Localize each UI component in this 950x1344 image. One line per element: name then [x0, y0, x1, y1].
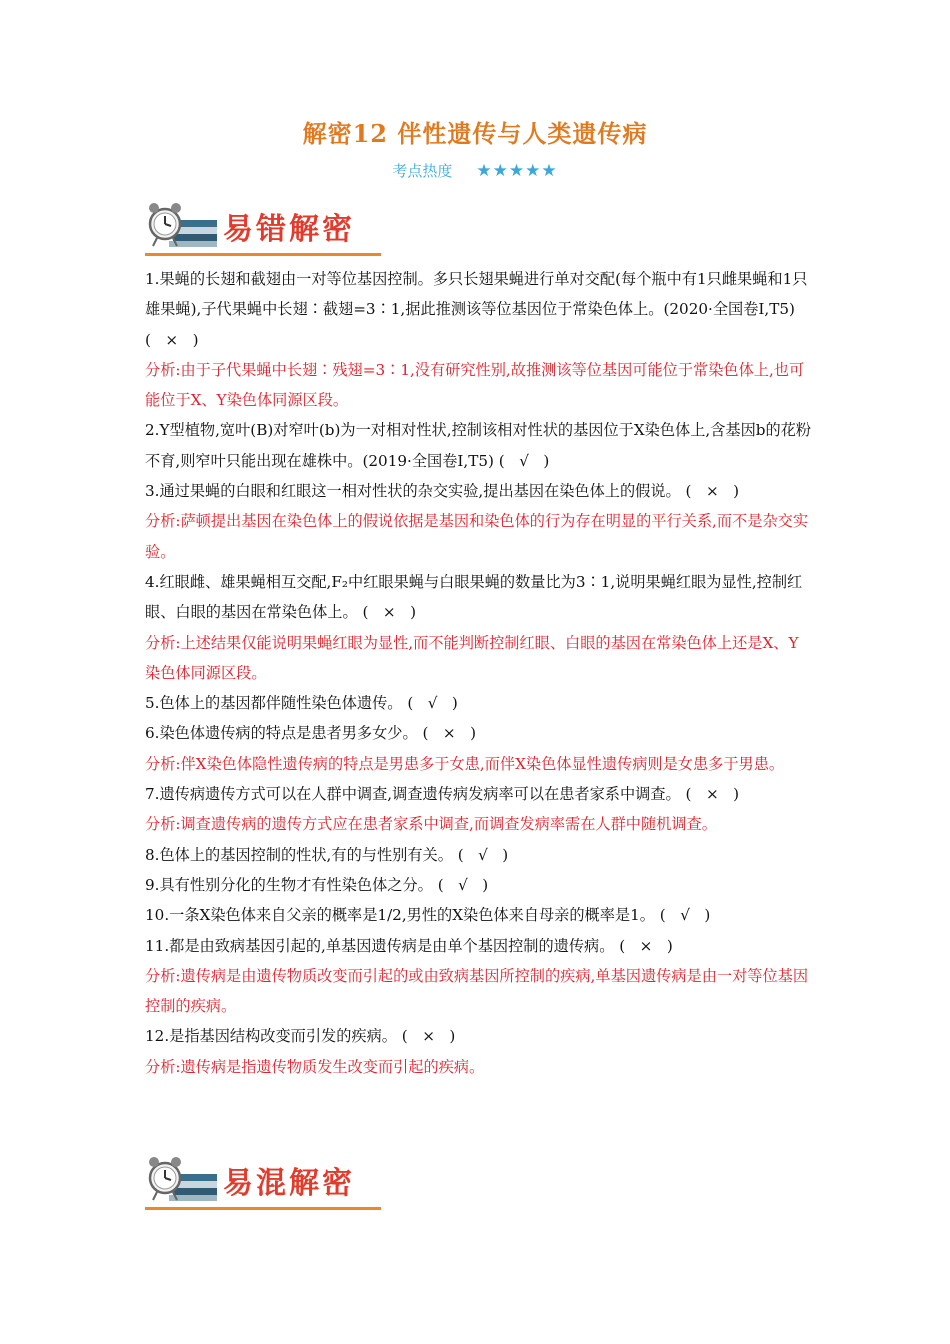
answer-mark: ( × )	[362, 603, 416, 622]
analysis-text: 分析:由于子代果蝇中长翅∶残翅=3∶1,没有研究性别,故推测该等位基因可能位于常染色体上,也可能位于X、Y染色体同源区段。	[145, 360, 805, 410]
question-text: 1.果蝇的长翅和截翅由一对等位基因控制。多只长翅果蝇进行单对交配(每个瓶中有1只雌果蝇和1只雄果蝇),子代果蝇中长翅∶截翅=3∶1,据此推测该等位基因位于常染色体上。(2020·全国卷Ⅰ,T5)	[145, 270, 808, 319]
section-banner-confusions	[145, 1150, 385, 1210]
question-item	[145, 415, 813, 476]
section-rule	[145, 253, 381, 256]
answer-mark: ( √ )	[407, 694, 458, 713]
question-item	[145, 870, 813, 900]
answer-mark: ( × )	[685, 785, 740, 804]
question-item	[145, 718, 813, 748]
answer-mark: ( × )	[619, 936, 673, 955]
analysis-text: 分析:萨顿提出基因在染色体上的假说依据是基因和染色体的行为存在明显的平行关系,而不是杂交实验。	[145, 512, 809, 561]
heat-label: 考点热度	[392, 162, 453, 180]
question-item	[145, 931, 813, 961]
page-title: 解密12 伴性遗传与人类遗传病	[302, 119, 648, 148]
section-label: 易错解密	[223, 212, 355, 247]
question-text: 6.染色体遗传病的特点是患者男多女少。	[145, 724, 418, 743]
question-item	[145, 476, 813, 506]
section-rule	[145, 1207, 381, 1210]
question-text: 5.色体上的基因都伴随性染色体遗传。	[145, 694, 403, 713]
question-item	[145, 900, 813, 930]
clock-books-icon	[145, 1150, 221, 1206]
analysis-text: 分析:遗传病是指遗传物质发生改变而引起的疾病。	[145, 1057, 485, 1076]
question-text: 9.具有性别分化的生物才有性染色体之分。	[145, 875, 433, 894]
question-item	[145, 1021, 813, 1051]
section-label: 易混解密	[223, 1166, 355, 1201]
section-banner-errors	[145, 196, 385, 256]
question-text: 10.一条X染色体来自父亲的概率是1/2,男性的X染色体来自母亲的概率是1。	[145, 906, 655, 925]
question-text: 4.红眼雌、雄果蝇相互交配,F₂中红眼果蝇与白眼果蝇的数量比为3∶1,说明果蝇红眼为显性,控制红眼、白眼的基因在常染色体上。	[145, 572, 803, 622]
question-item	[145, 840, 813, 870]
answer-mark: ( × )	[685, 482, 740, 501]
question-text: 7.遗传病遗传方式可以在人群中调查,调查遗传病发病率可以在患者家系中调查。	[145, 785, 681, 804]
analysis-text: 分析:调查遗传病的遗传方式应在患者家系中调查,而调查发病率需在人群中随机调查。	[145, 815, 717, 834]
heat-stars: ★★★★★	[476, 161, 558, 181]
answer-mark: ( × )	[422, 724, 477, 743]
analysis-text: 分析:遗传病是由遗传物质改变而引起的或由致病基因所控制的疾病,单基因遗传病是由一对等位基因控制的疾病。	[145, 966, 809, 1016]
analysis-text: 分析:上述结果仅能说明果蝇红眼为显性,而不能判断控制红眼、白眼的基因在常染色体上还是X、Y染色体同源区段。	[145, 633, 799, 682]
answer-mark: ( √ )	[457, 845, 509, 864]
question-text: 12.是指基因结构改变而引发的疾病。	[145, 1027, 397, 1046]
clock-books-icon	[145, 196, 221, 252]
question-text: 3.通过果蝇的白眼和红眼这一相对性状的杂交实验,提出基因在染色体上的假说。	[145, 482, 681, 501]
question-item	[145, 688, 813, 718]
question-text: 11.都是由致病基因引起的,单基因遗传病是由单个基因控制的遗传病。	[145, 936, 615, 955]
question-text: 8.色体上的基因控制的性状,有的与性别有关。	[145, 845, 453, 864]
question-item	[145, 264, 813, 355]
question-text: 2.Y型植物,宽叶(B)对窄叶(b)为一对相对性状,控制该相对性状的基因位于X染色体上,含基因b的花粉不育,则窄叶只能出现在雄株中。(2019·全国卷Ⅰ,T5)	[145, 421, 812, 470]
question-item	[145, 567, 813, 628]
answer-mark: ( × )	[145, 330, 199, 349]
heat-rating	[0, 160, 950, 181]
question-list	[145, 264, 813, 1082]
answer-mark: ( √ )	[437, 875, 489, 894]
analysis-text: 分析:伴X染色体隐性遗传病的特点是男患多于女患,而伴X染色体显性遗传病则是女患多于男患。	[145, 754, 785, 773]
question-item	[145, 779, 813, 809]
answer-mark: ( √ )	[659, 906, 711, 925]
answer-mark: ( √ )	[498, 451, 550, 470]
answer-mark: ( × )	[401, 1027, 456, 1046]
